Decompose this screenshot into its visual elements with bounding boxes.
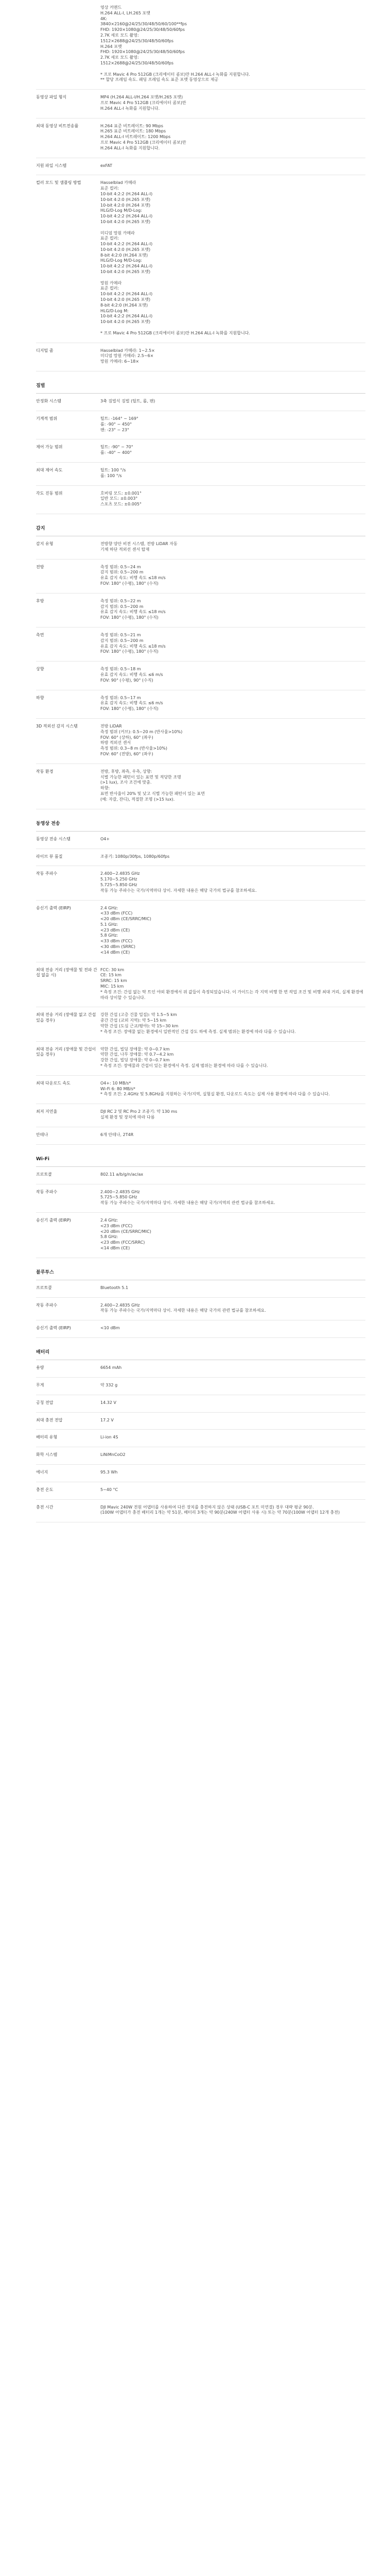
spec-value-line: 유효 감지 속도: 비행 속도 ≤18 m/s <box>100 575 166 581</box>
spec-value <box>100 667 365 683</box>
spec-row <box>36 1280 365 1298</box>
spec-value-line: 감지 범위: 0.5~200 m <box>100 638 144 643</box>
spec-value-line: 유효 감지 속도: 비행 속도 ≤18 m/s <box>100 643 166 649</box>
spec-label: 후방 <box>36 598 44 603</box>
spec-value-line: <14 dBm (CE) <box>100 950 130 955</box>
spec-row <box>36 0 365 90</box>
spec-value-line: 802.11 a/b/g/n/ac/ax <box>100 1172 144 1177</box>
spec-row <box>36 175 365 343</box>
spec-value <box>100 906 365 956</box>
section-heading: 감지 <box>36 514 365 536</box>
spec-value <box>100 1452 365 1458</box>
spec-value-line: 식별 가능한 패턴이 있는 표면 및 적당한 조명 <box>100 774 181 779</box>
spec-value-line: 스포츠 모드: ±0.005° <box>100 502 142 507</box>
spec-value-line: 8-bit 4:2:0 (H.264 포맷) <box>100 302 148 308</box>
spec-value-line: * 측정 조건: 간섭 없는 탁 트인 야외 환경에서 위 값들이 측정되었습니다. 이 가이드는 각 지역 비행 한 번 작업 조건 및 비행 최대 거리, 실제 환경에 따라 상이할 수 있습니다. <box>100 989 365 1000</box>
spec-value-line: HLG/D-Log M: <box>100 308 129 313</box>
spec-value-line: HLG/D-Log M/D-Log: <box>100 258 142 263</box>
spec-value-line: FOV: 60° (상하), 60° (좌우) <box>100 735 153 740</box>
spec-value-line: <20 dBm (CE/SRRC/MIC) <box>100 1229 151 1234</box>
spec-value-line: 5.725~5.850 GHz <box>100 1195 137 1200</box>
spec-label: 라이브 뷰 품질 <box>36 854 63 859</box>
spec-row <box>36 1298 365 1321</box>
spec-value-line: 롤: 100 °/s <box>100 473 122 478</box>
spec-label: 하향 <box>36 695 44 700</box>
spec-value-line: Li-ion 4S <box>100 1435 118 1440</box>
spec-value-line: 5~40 °C <box>100 1487 118 1492</box>
spec-value <box>100 854 365 860</box>
spec-row <box>36 1500 365 1523</box>
spec-value-line: <33 dBm (FCC) <box>100 911 133 916</box>
spec-value-line: H.264 ALL-I 비트레이트: 1200 Mbps <box>100 134 171 140</box>
spec-value-line: 표준 컬러: <box>100 286 119 291</box>
spec-row <box>36 1465 365 1482</box>
spec-value-line: 10-bit 4:2:2 (H.264 ALL-I) <box>100 314 153 319</box>
spec-value-line: FHD: 1920×1080@24/25/30/48/50/60fps <box>100 49 185 55</box>
spec-row <box>36 690 365 719</box>
spec-row <box>36 832 365 849</box>
spec-value-line: 측정 범위: 0.5~22 m <box>100 598 141 603</box>
spec-row <box>36 1320 365 1338</box>
spec-value <box>100 491 365 507</box>
spec-value-line: 표준 컬러: <box>100 186 119 191</box>
section-heading: 짐벌 <box>36 371 365 394</box>
spec-value <box>100 468 365 479</box>
spec-value <box>100 1190 365 1206</box>
spec-row <box>36 628 365 662</box>
spec-value-line: <20 dBm (CE/SRRC/MIC) <box>100 917 151 922</box>
spec-value <box>100 1400 365 1406</box>
spec-row <box>36 1042 365 1076</box>
spec-row <box>36 1395 365 1413</box>
spec-row <box>36 486 365 514</box>
spec-label: 기계적 범위 <box>36 416 58 421</box>
spec-value-line <box>100 66 365 72</box>
spec-value-line: 프로 Mavic 4 Pro 512GB (크리에이터 콤보)만 <box>100 140 186 145</box>
spec-label: 전방 <box>36 564 44 569</box>
spec-value-line: * 측정 조건: 장애물과 간섭이 있는 환경에서 측정. 실제 범위는 환경에 따라 다를 수 있습니다. <box>100 1063 268 1069</box>
spec-value-line: H.264 ALL-I 녹화를 지원합니다. <box>100 106 160 111</box>
spec-value-line: 망원 카메라 <box>100 280 122 285</box>
spec-value-line: 약한 간섭, 나무 장애물: 약 0.7~4.2 km <box>100 1052 174 1057</box>
spec-value-line: 10-bit 4:2:2 (H.264 ALL-I) <box>100 264 153 269</box>
spec-value <box>100 968 365 1001</box>
spec-value-line: 표면 반사율이 20% 및 낮고 식별 가능한 패턴이 있는 표면 <box>100 791 205 796</box>
spec-value-line: (100W 어댑터가 충전 배터리 1개는 약 51분, 배터리 3개는 약 90분(240W 어댑터 사용 시) 또는 약 70분(100W 어댑터 12개 충전) <box>100 1510 340 1515</box>
spec-value-line: 하방 적외선 센서 <box>100 740 131 745</box>
spec-value-line: 2.4 GHz: <box>100 1217 118 1223</box>
spec-value <box>100 1285 365 1291</box>
spec-value-line: 측정 범위 (커브): 0.5~20 m (반사율>10%) <box>100 729 183 734</box>
section-heading: 배터리 <box>36 1338 365 1360</box>
spec-row <box>36 394 365 411</box>
spec-row <box>36 463 365 486</box>
spec-value-line: 중간 간섭 (교외 지역): 약 5~15 km <box>100 1018 167 1023</box>
spec-value <box>100 163 365 169</box>
spec-value <box>100 837 365 842</box>
spec-label: 송신기 출력 (EIRP) <box>36 1217 71 1223</box>
spec-value-line: MIC: 15 km <box>100 984 124 989</box>
spec-value-line: 하향: <box>100 786 110 791</box>
spec-value-line: 측정 범위: 0.5~18 m <box>100 667 141 672</box>
spec-value-line: 기체 하단 적외선 센서 탑재 <box>100 547 150 552</box>
spec-row <box>36 764 365 809</box>
spec-value-line: 감지 범위: 0.5~200 m <box>100 570 144 575</box>
spec-value-line: 틸트: 100 °/s <box>100 467 126 472</box>
spec-value-line: 10-bit 4:2:0 (H.264 포맷) <box>100 202 151 208</box>
spec-label: 최저 지연율 <box>36 1109 58 1114</box>
spec-label: 프로토콜 <box>36 1285 52 1290</box>
spec-value-line: 프로 Mavic 4 Pro 512GB (크리에이터 콤보)만 <box>100 100 186 105</box>
spec-value <box>100 1172 365 1178</box>
spec-label: 동영상 파일 형식 <box>36 95 67 100</box>
spec-value-line: 2.7K 세로 모드 촬영: <box>100 55 139 60</box>
spec-label: 감지 유형 <box>36 541 54 547</box>
spec-value-line: 작동 가능 주파수는 국가/지역마다 상이. 자세한 내용은 해당 국가의 관련 법규를 참조하세요. <box>100 1308 266 1313</box>
spec-label: 최대 전송 거리 (장애물 없고 간섭 있을 경우) <box>36 1012 96 1023</box>
spec-label: 최대 전송 거리 (장애물 및 간섭이 있을 경우) <box>36 1046 96 1057</box>
spec-label: 동영상 전송 시스템 <box>36 836 71 841</box>
spec-value-line: 10-bit 4:2:0 (H.265 포맷) <box>100 297 151 302</box>
spec-value-line: 조종기: 1080p/30fps, 1080p/60fps <box>100 854 170 859</box>
spec-value-line: 5.170~5.250 GHz <box>100 877 137 882</box>
spec-row <box>36 901 365 962</box>
spec-value-line: 틸트: -164° ~ 169° <box>100 416 138 421</box>
spec-label: 화학 시스템 <box>36 1452 58 1458</box>
spec-value-line: 호버링 모드: ±0.001° <box>100 490 142 496</box>
spec-value-line: FOV: 60° (전방), 60° (좌우) <box>100 752 153 756</box>
spec-value-line: 14.32 V <box>100 1400 116 1405</box>
spec-value-line: O4+ <box>100 836 110 841</box>
spec-value-line: 10-bit 4:2:2 (H.264 ALL-I) <box>100 242 153 247</box>
spec-value-line: 2.400~2.4835 GHz <box>100 1189 140 1194</box>
spec-value-line: * 측정 조건: 장애물 없는 환경에서 일반적인 간섭 강도 하에 측정. 실제 범위는 환경에 따라 다를 수 있습니다. <box>100 1029 296 1034</box>
spec-value-line: 3840×2160@24/25/30/48/50/60/100**fps <box>100 22 187 27</box>
spec-label: 작동 주파수 <box>36 1189 58 1194</box>
spec-row <box>36 158 365 176</box>
spec-row <box>36 1447 365 1465</box>
spec-value <box>100 95 365 111</box>
spec-label: 작동 주파수 <box>36 1302 58 1308</box>
spec-label: 최대 전송 거리 (장애물 및 전파 간섭 없을 시) <box>36 967 97 978</box>
spec-value-line: 작동 가능 주파수는 국가/지역마다 상이. 자세한 내용은 해당 국가/지역의 관련 법규를 참조하세요. <box>100 1200 275 1206</box>
spec-label: 송신기 출력 (EIRP) <box>36 905 71 910</box>
spec-label: 지원 파일 시스템 <box>36 163 67 168</box>
spec-value <box>100 541 365 553</box>
spec-value <box>100 565 365 587</box>
spec-value <box>100 1109 365 1121</box>
spec-row <box>36 1127 365 1145</box>
spec-value <box>100 180 365 336</box>
spec-value <box>100 1435 365 1440</box>
spec-label <box>36 5 100 83</box>
spec-value-line: FOV: 90° (수평), 90° (수직) <box>100 677 153 683</box>
spec-value-line: 측정 범위: 0.3~8 m (반사율>10%) <box>100 746 167 751</box>
spec-value-line: 감지 범위: 0.5~200 m <box>100 604 144 609</box>
spec-value-line: ** 할당 프레임 속도. 패딩 프레임 속도 표준 포맷 동영상으로 제공 <box>100 77 219 82</box>
spec-value <box>100 399 365 404</box>
spec-value-line: <33 dBm (FCC) <box>100 939 133 944</box>
spec-value-line: 2.7K 세로 모드 촬영: <box>100 32 139 38</box>
spec-label: 프로토콜 <box>36 1172 52 1177</box>
spec-value-line: 95.3 Wh <box>100 1469 118 1475</box>
spec-value-line: 작동 가능 주파수는 국가/지역마다 상이. 자세한 내용은 해당 국가의 법규를 참조하세요. <box>100 888 257 893</box>
section-heading: 동영상 전송 <box>36 809 365 832</box>
spec-value-line: 유효 감지 속도: 비행 속도 ≤18 m/s <box>100 609 166 615</box>
spec-value <box>100 769 365 803</box>
spec-value-line: 5.8 GHz: <box>100 1234 118 1240</box>
spec-value-line: * 프로 Mavic 4 Pro 512GB (크리에이터 콤보)만 H.264 ALL-I 녹화를 지원합니다. <box>100 330 250 335</box>
spec-value-line: 10-bit 4:2:0 (H.265 포맷) <box>100 247 151 252</box>
spec-value-line: 5.1 GHz: <box>100 922 118 927</box>
spec-value <box>100 416 365 433</box>
spec-value-line: LiNiMnCoO2 <box>100 1452 126 1458</box>
spec-value-line: 10-bit 4:2:0 (H.265 포맷) <box>100 319 151 325</box>
spec-value-line: MP4 (H.264 ALL-I/H.264 포맷/H.265 포맷) <box>100 95 183 100</box>
spec-value-line: 10-bit 4:2:0 (H.265 포맷) <box>100 269 151 275</box>
spec-label: 충전 온도 <box>36 1487 54 1492</box>
spec-value-line: 롤: -40° ~ 400° <box>100 450 132 455</box>
spec-row <box>36 536 365 560</box>
spec-value-line: 5.725~5.850 GHz <box>100 882 137 887</box>
spec-value-line: DJI Mavic 240W 전원 어댑터를 사용하여 다른 장치를 충전하지 않은 상태 (USB-C 포트 미연결) 경우 대략 평균 90분. <box>100 1504 314 1510</box>
spec-value-line: 실제 환경 및 장치에 따라 다름 <box>100 1115 155 1120</box>
spec-label: 안테나 <box>36 1132 48 1137</box>
spec-value <box>100 445 365 456</box>
spec-row <box>36 962 365 1008</box>
spec-value-line: FOV: 180° (수평), 180° (수직) <box>100 706 159 711</box>
spec-value-line: 1512×2688@24/25/30/48/50/60fps <box>100 60 174 65</box>
spec-value-line: 전방 LiDAR <box>100 724 122 729</box>
spec-value-line: 미디엄 망원 카메라 <box>100 230 135 235</box>
spec-value-line: 8-bit 4:2:0 (H.264 포맷) <box>100 252 148 258</box>
spec-value-line: 측정 범위: 0.5~24 m <box>100 564 141 569</box>
spec-value-line: 10-bit 4:2:2 (H.264 ALL-I) <box>100 292 153 297</box>
spec-value-line: 유효 감지 속도: 비행 속도 ≤6 m/s <box>100 672 163 677</box>
spec-value <box>100 871 365 893</box>
spec-value <box>100 1132 365 1138</box>
spec-value <box>100 1505 365 1516</box>
spec-value-line: 5.8 GHz: <box>100 933 118 938</box>
spec-label: 디지털 줌 <box>36 348 54 353</box>
spec-value-line: O4+: 10 MB/s* <box>100 1080 131 1086</box>
spec-value <box>100 1303 365 1314</box>
spec-value-line: 측정 범위: 0.5~17 m <box>100 695 141 700</box>
spec-value <box>100 724 365 757</box>
spec-value-line: 6개 안테나, 2T4R <box>100 1132 134 1137</box>
spec-row <box>36 849 365 867</box>
spec-value-line: Hasselblad 카메라: 1~2.5× <box>100 348 155 353</box>
spec-value-line: SRRC: 15 km <box>100 978 127 984</box>
spec-value-line: 6654 mAh <box>100 1365 122 1370</box>
spec-value-line: 일반 모드: ±0.003° <box>100 496 138 501</box>
spec-row <box>36 1482 365 1500</box>
spec-value-line: exFAT <box>100 163 113 168</box>
section-heading: Wi-Fi <box>36 1145 365 1167</box>
spec-value-line: H.264 표준 비트레이트: 90 Mbps <box>100 123 164 128</box>
spec-value-line: 2.400~2.4835 GHz <box>100 871 140 876</box>
spec-value-line: 10-bit 4:2:0 (H.265 포맷) <box>100 219 151 224</box>
spec-value-line: 2.4 GHz: <box>100 905 118 910</box>
spec-label: 안정화 시스템 <box>36 399 61 404</box>
spec-value-line <box>100 225 365 231</box>
spec-value-line: <10 dBm <box>100 1326 120 1331</box>
spec-value-line: FOV: 180° (수평), 180° (수직) <box>100 649 159 654</box>
spec-label: 측면 <box>36 633 44 638</box>
spec-value-line: 10-bit 4:2:2 (H.264 ALL-I) <box>100 214 153 219</box>
spec-value <box>100 1047 365 1069</box>
spec-row <box>36 439 365 463</box>
spec-row <box>36 1184 365 1213</box>
spec-value-line: 4K: <box>100 16 108 21</box>
spec-value-line: <23 dBm (FCC/SRRC) <box>100 1240 145 1245</box>
spec-value <box>100 124 365 151</box>
spec-value-line: * 프로 Mavic 4 Pro 512GB (크리에이터 콤보)만 H.264 ALL-I 녹화를 지원합니다. <box>100 72 250 77</box>
spec-row <box>36 1007 365 1041</box>
spec-value-line: 전방, 후방, 좌측, 우측, 상향: <box>100 769 152 774</box>
spec-row <box>36 1213 365 1258</box>
spec-value-line: FHD: 1920×1080@24/25/30/48/50/60fps <box>100 27 185 32</box>
spec-value-line: H.264 ALL-I 녹화를 지원합니다. <box>100 145 160 150</box>
spec-value-line: 강한 간섭 (고층 건물 밀집): 약 1.5~5 km <box>100 1012 177 1018</box>
spec-value <box>100 348 365 365</box>
spec-value-line: 10-bit 4:2:2 (H.264 ALL-I) <box>100 191 153 196</box>
spec-value-line: Hasselblad 카메라 <box>100 180 136 185</box>
spec-value-line: <23 dBm (CE) <box>100 927 130 933</box>
spec-value <box>100 1383 365 1388</box>
spec-label: 충전 시간 <box>36 1504 54 1510</box>
spec-label: 컬러 모드 및 샘플링 방법 <box>36 180 81 185</box>
spec-value-line: H.264 ALL-I, LH.265 포맷 <box>100 10 150 15</box>
spec-row <box>36 560 365 594</box>
spec-value-line: 2.400~2.4835 GHz <box>100 1302 140 1308</box>
spec-value-line: <30 dBm (SRRC) <box>100 944 135 950</box>
spec-row <box>36 118 365 158</box>
spec-label: 배터리 유형 <box>36 1435 58 1440</box>
spec-row <box>36 866 365 900</box>
spec-value-line: HLG/D-Log M/D-Log: <box>100 208 142 213</box>
spec-row <box>36 662 365 690</box>
spec-label: 최대 제어 속도 <box>36 467 63 472</box>
spec-label: 최대 동영상 비트전송률 <box>36 123 79 128</box>
spec-row <box>36 1167 365 1184</box>
spec-value-line: 팬: -23° ~ 23° <box>100 427 130 432</box>
spec-value <box>100 1218 365 1251</box>
spec-value-line: <23 dBm (FCC) <box>100 1223 133 1228</box>
spec-value-line: (예: 자갈, 잔디), 적절한 조명 (>15 lux). <box>100 796 175 802</box>
spec-value <box>100 1081 365 1097</box>
spec-row <box>36 90 365 118</box>
spec-label: 상향 <box>36 667 44 672</box>
spec-value <box>100 1326 365 1331</box>
spec-value <box>100 1012 365 1035</box>
spec-value-line: 약한 간섭 (도심 근교/평야): 약 15~30 km <box>100 1024 179 1029</box>
spec-value-line: 강한 간섭, 빌딩 장애물: 약 0~0.7 km <box>100 1058 170 1063</box>
spec-value-line: 전방향 양안 비전 시스템, 전방 LiDAR 자동 <box>100 541 178 547</box>
spec-value-line: 유효 감지 속도: 비행 속도 ≤6 m/s <box>100 701 163 706</box>
spec-row <box>36 411 365 439</box>
spec-row <box>36 1430 365 1447</box>
spec-value-line: 약 332 g <box>100 1382 118 1387</box>
spec-value-line: 10-bit 4:2:0 (H.265 포맷) <box>100 197 151 202</box>
section-heading: 블루투스 <box>36 1258 365 1280</box>
spec-value-line: 3축 짐벌식 짐벌 (틸트, 롤, 팬) <box>100 399 155 404</box>
spec-value-line: 망원 카메라: 6~18× <box>100 359 139 364</box>
spec-label: 무게 <box>36 1382 44 1387</box>
spec-value-line: 틸트: -90° ~ 70° <box>100 445 133 450</box>
spec-value-line: 영상 커맨드 <box>100 5 122 10</box>
spec-value-line: FOV: 180° (수평), 180° (수직) <box>100 581 159 586</box>
spec-value-line: FOV: 180° (수평), 180° (수직) <box>100 615 159 620</box>
spec-value-line: CE: 15 km <box>100 973 122 978</box>
spec-value-line <box>100 275 365 281</box>
spec-label: 용량 <box>36 1365 44 1370</box>
spec-value-line <box>100 325 365 331</box>
spec-value-line: (>1 lux), 조사 조건에 맞춤. <box>100 780 152 785</box>
spec-label: 작동 주파수 <box>36 871 58 876</box>
spec-value-line: 미디엄 망원 카메라: 2.5~6× <box>100 353 154 359</box>
spec-row <box>36 343 365 371</box>
spec-label: 송신기 출력 (EIRP) <box>36 1326 71 1331</box>
spec-row <box>36 719 365 764</box>
spec-row <box>36 1378 365 1395</box>
spec-row <box>36 594 365 628</box>
spec-row <box>36 1413 365 1430</box>
spec-value-line: Bluetooth 5.1 <box>100 1285 129 1290</box>
spec-value-line: 측정 범위: 0.5~21 m <box>100 633 141 638</box>
spec-value-line: H.265 표준 비트레이트: 180 Mbps <box>100 129 166 134</box>
spec-label: 에너지 <box>36 1469 48 1475</box>
spec-value-line: DJI RC 2 및 RC Pro 2 조종기: 약 130 ms <box>100 1109 178 1114</box>
spec-label: 각도 진동 범위 <box>36 490 63 496</box>
spec-value <box>100 599 365 621</box>
spec-value-line: <14 dBm (CE) <box>100 1245 130 1250</box>
spec-value <box>100 1418 365 1423</box>
spec-value-line: 17.2 V <box>100 1417 114 1422</box>
spec-value <box>100 1365 365 1371</box>
spec-label: 최대 다운로드 속도 <box>36 1080 71 1086</box>
spec-value <box>100 5 365 83</box>
spec-value <box>100 696 365 712</box>
spec-value-line: * 측정 조건: 2.4GHz 및 5.8GHz를 지원하는 국가/지역, 실험실 환경, 다운로드 속도는 실제 사용 환경에 따라 다를 수 있습니다. <box>100 1092 330 1097</box>
spec-value <box>100 1470 365 1476</box>
spec-label: 작동 환경 <box>36 769 54 774</box>
spec-row <box>36 1360 365 1378</box>
spec-row <box>36 1076 365 1104</box>
spec-value-line: 롤: -90° ~ 450° <box>100 421 132 427</box>
spec-value <box>100 633 365 655</box>
spec-label: 최대 충전 전압 <box>36 1417 63 1422</box>
spec-value-line: H.264 포맷 <box>100 44 122 49</box>
spec-value-line: 표준 컬러: <box>100 236 119 241</box>
spec-value-line: 약한 간섭, 빌딩 장애물: 약 0~0.7 km <box>100 1046 170 1052</box>
spec-label: 제어 가능 범위 <box>36 445 63 450</box>
spec-value-line: FCC: 30 km <box>100 967 125 972</box>
spec-value-line: 1512×2688@24/25/30/48/50/60fps <box>100 38 174 43</box>
spec-value-line: Wi-Fi 6: 80 MB/s* <box>100 1086 135 1091</box>
spec-label: 공칭 전압 <box>36 1400 54 1405</box>
spec-row <box>36 1104 365 1127</box>
spec-label: 3D 적외선 감지 시스템 <box>36 724 78 729</box>
spec-value <box>100 1487 365 1493</box>
